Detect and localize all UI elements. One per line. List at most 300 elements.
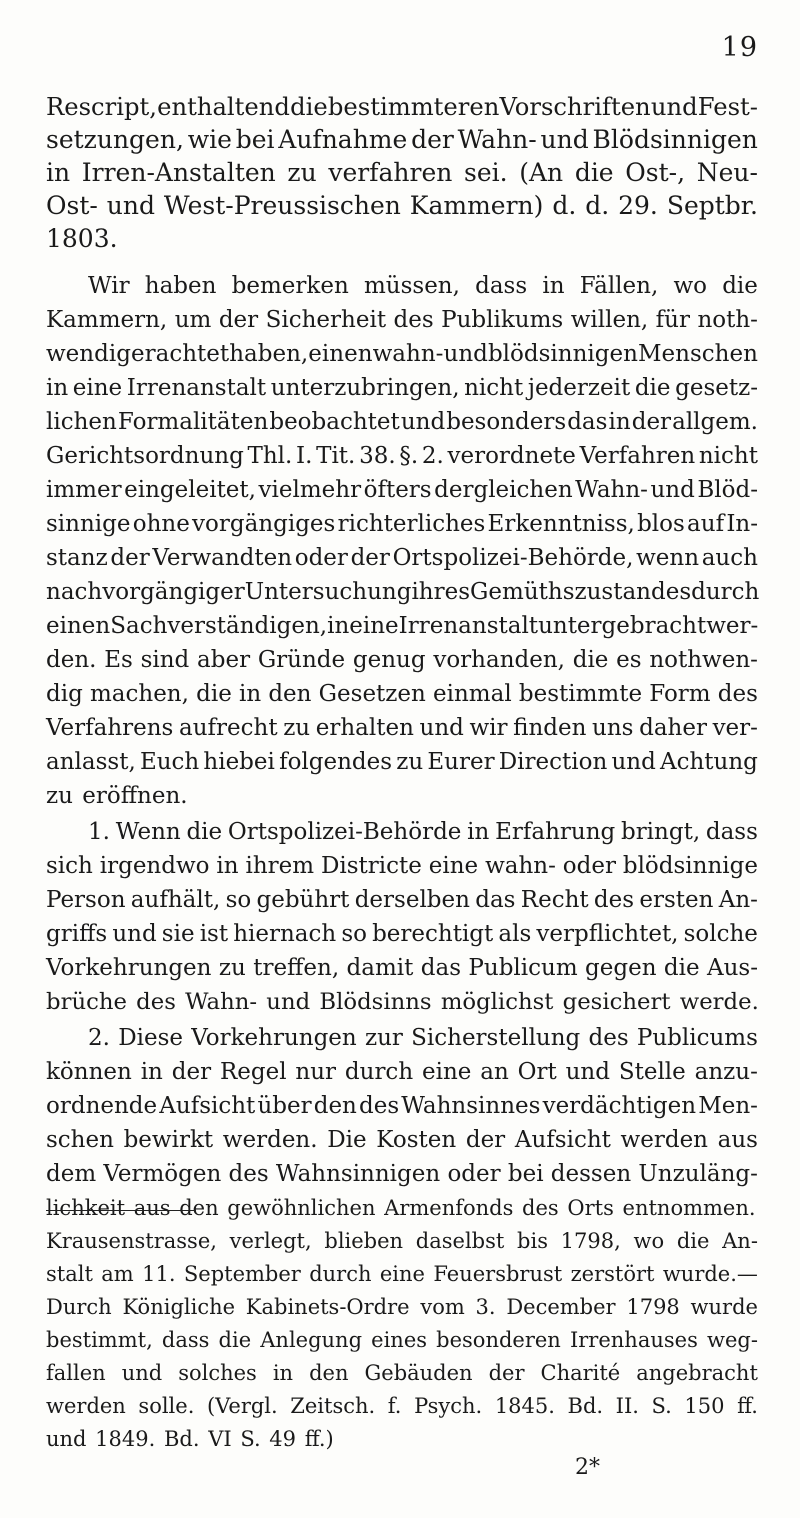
word: Es: [104, 647, 133, 673]
word: Neu-: [696, 158, 758, 187]
word: d.: [552, 191, 577, 220]
word: Achtung: [659, 749, 758, 775]
word: in: [327, 613, 350, 639]
word: werden: [46, 1394, 126, 1418]
word: der: [350, 545, 390, 571]
word: des: [359, 1093, 400, 1119]
word: Untersuchung: [244, 579, 412, 605]
word: 1845.: [494, 1394, 555, 1418]
word: in: [272, 1361, 294, 1385]
word: in: [238, 681, 262, 707]
word: so: [341, 921, 367, 947]
word: haben: [144, 273, 217, 299]
word: und: [106, 191, 155, 220]
word: 1.: [88, 819, 110, 845]
word: September: [183, 1262, 301, 1286]
word: enthaltend: [157, 92, 290, 121]
word: bestimmt,: [46, 1328, 153, 1352]
word: sei.: [464, 158, 508, 187]
word: bestimmte: [518, 681, 643, 707]
word: vom: [420, 1295, 465, 1319]
text-line: [46, 917, 758, 951]
word: an: [480, 1059, 509, 1085]
text-line: [46, 1157, 758, 1191]
word: nur: [295, 1059, 337, 1085]
word: erhalten: [315, 715, 414, 741]
word: in: [608, 409, 631, 435]
word: Aufsicht: [159, 1093, 256, 1119]
text-line: [46, 405, 758, 439]
word: einen: [46, 613, 111, 639]
word: einmal: [433, 681, 512, 707]
paragraph-intro: [46, 269, 758, 813]
word: irgendwo: [99, 853, 210, 879]
word: Gebäuden: [364, 1361, 473, 1385]
word: verordnete: [447, 443, 576, 469]
word: Feuersbrust: [433, 1262, 563, 1286]
word: und: [121, 1361, 163, 1385]
word: die: [574, 158, 614, 187]
text-line: [46, 849, 758, 883]
word: Durch: [46, 1295, 112, 1319]
word: verdächtigen: [542, 1093, 697, 1119]
page-number: 19: [721, 32, 758, 63]
footnote: [46, 1225, 758, 1456]
word: vorhanden,: [433, 647, 565, 673]
word: eine: [428, 853, 479, 879]
word: derselben: [354, 887, 470, 913]
word: sinnige: [46, 511, 131, 537]
text-line: [46, 575, 758, 609]
word: den: [309, 1361, 349, 1385]
word: Ortspolizei-Behörde,: [392, 545, 634, 571]
word: dass: [161, 1328, 210, 1352]
word: Men-: [698, 1093, 758, 1119]
word: und: [650, 477, 695, 503]
word: 38.: [359, 443, 396, 469]
word: aus: [717, 1127, 758, 1153]
word: Regel: [219, 1059, 287, 1085]
word: des: [228, 1161, 269, 1187]
word: berechtigt: [372, 921, 494, 947]
word: und: [565, 1059, 610, 1085]
word: oder: [562, 853, 616, 879]
text-line: [46, 439, 758, 473]
word: blödsinnige: [622, 853, 758, 879]
word: den: [268, 681, 312, 707]
word: Ortspolizei-Behörde: [227, 819, 462, 845]
word: (Vergl.: [206, 1394, 278, 1418]
footnote-line: [46, 1225, 758, 1258]
word: zerstört: [570, 1262, 655, 1286]
word: dergleichen: [434, 477, 573, 503]
word: noth-: [697, 307, 758, 333]
word: Wir: [88, 273, 130, 299]
word: Aus-: [707, 955, 758, 981]
word: I.: [296, 443, 313, 469]
word: wenn: [636, 545, 700, 571]
word: gegen: [585, 955, 657, 981]
word: Wahn-: [575, 477, 648, 503]
word: wahn-: [372, 341, 444, 367]
word: In-: [726, 511, 758, 537]
word: Gesetzen: [318, 681, 426, 707]
word: Unzuläng-: [638, 1161, 758, 1187]
word: d.: [585, 191, 610, 220]
word: des: [393, 307, 434, 333]
word: vielmehr: [258, 477, 362, 503]
word: besonders: [446, 409, 567, 435]
word: daher: [639, 715, 707, 741]
word: dass: [475, 273, 528, 299]
word: werden.: [222, 1127, 318, 1153]
word: so: [225, 887, 252, 913]
word: Blöd-: [697, 477, 758, 503]
word: das: [567, 409, 608, 435]
word: Blödsinnigen: [592, 125, 758, 154]
word: Krausenstrasse,: [46, 1229, 217, 1253]
word: S.: [651, 1394, 672, 1418]
word: dessen: [550, 1161, 632, 1187]
word: Menschen: [638, 341, 758, 367]
word: besonderen: [436, 1328, 561, 1352]
word: fallen: [46, 1361, 106, 1385]
word: haben,: [229, 341, 309, 367]
word: Königliche: [122, 1295, 236, 1319]
word: verfahren: [328, 158, 453, 187]
word: untergebracht: [538, 613, 707, 639]
word: willen,: [570, 307, 649, 333]
word: Publicums: [636, 1025, 758, 1051]
text-line: [46, 1055, 758, 1089]
word: Thl.: [247, 443, 293, 469]
word: in: [46, 158, 71, 187]
word: bestimmteren: [327, 92, 500, 121]
word: II.: [615, 1394, 639, 1418]
word: anzu-: [694, 1059, 758, 1085]
word: griffs: [46, 921, 108, 947]
word: Gründe: [257, 647, 346, 673]
word: Ost-,: [625, 158, 686, 187]
text-line: [46, 745, 758, 779]
text-line: [46, 609, 758, 643]
word: setzungen,: [46, 125, 184, 154]
word: Eurer: [427, 749, 495, 775]
word: aber: [197, 647, 251, 673]
word: dass: [705, 819, 758, 845]
word: der: [465, 1127, 506, 1153]
word: solle.: [138, 1394, 195, 1418]
word: Verfahren: [579, 443, 696, 469]
word: Aufnahme: [278, 125, 408, 154]
word: genug: [352, 647, 426, 673]
word: Irrenhauses: [569, 1328, 698, 1352]
word: stalt: [46, 1262, 93, 1286]
word: 11.: [142, 1262, 176, 1286]
word: Bd.: [567, 1394, 604, 1418]
text-line: [46, 371, 758, 405]
word: den.: [46, 647, 97, 673]
word: zu: [396, 749, 424, 775]
word: eines: [371, 1328, 428, 1352]
word: in: [542, 273, 565, 299]
word: die: [196, 681, 232, 707]
word: Verwandten: [152, 545, 293, 571]
text-line: [46, 1123, 758, 1157]
word: Districte: [320, 853, 422, 879]
word: Verfahrens: [46, 715, 174, 741]
word: Kosten: [376, 1127, 457, 1153]
text-line: [46, 269, 758, 303]
word: in: [46, 375, 69, 401]
word: zu: [283, 715, 311, 741]
word: Erkenntniss,: [487, 511, 635, 537]
word: des: [593, 887, 635, 913]
text-line: [46, 1021, 758, 1055]
word: der: [171, 1059, 212, 1085]
word: die: [572, 647, 609, 673]
word: Wahn-: [457, 125, 537, 154]
word: bei: [507, 1161, 544, 1187]
word: auf: [687, 511, 725, 537]
word: ihrem: [245, 853, 315, 879]
word: am: [101, 1262, 134, 1286]
word: erachtet: [131, 341, 230, 367]
word: solche: [683, 921, 758, 947]
word: die: [676, 1229, 710, 1253]
word: Ost-: [46, 191, 98, 220]
word: und: [650, 92, 698, 121]
word: Vorkehrungen: [46, 955, 212, 981]
word: Stelle: [618, 1059, 686, 1085]
text-line: [46, 711, 758, 745]
word: allgem.: [672, 409, 758, 435]
word: Direction: [498, 749, 608, 775]
word: können: [46, 1059, 132, 1085]
word: jederzeit: [527, 375, 631, 401]
word: die: [186, 819, 223, 845]
word: in: [216, 853, 239, 879]
word: Sachverständigen,: [110, 613, 328, 639]
word: 2.: [88, 1025, 110, 1051]
word: Ort: [517, 1059, 557, 1085]
word: beobachtet: [269, 409, 400, 435]
text-line: [46, 1089, 758, 1123]
signature-mark: 2*: [575, 1455, 600, 1480]
word: Publikums: [441, 307, 564, 333]
word: ohne: [132, 511, 190, 537]
word: Fest-: [697, 92, 758, 121]
word: und: [419, 715, 464, 741]
word: blos: [637, 511, 685, 537]
word: Fällen,: [579, 273, 659, 299]
word: zu: [218, 955, 246, 981]
word: für: [655, 307, 690, 333]
word: durch: [691, 579, 760, 605]
word: gebührt: [256, 887, 350, 913]
word: dig: [46, 681, 83, 707]
word: eine: [72, 375, 123, 401]
word: Wahnsinnigen: [275, 1161, 441, 1187]
footnote-line: [46, 1390, 758, 1423]
word: Psych.: [414, 1394, 483, 1418]
word: durch: [344, 1059, 414, 1085]
main-text: [46, 90, 758, 1225]
word: Person: [46, 887, 126, 913]
word: des: [717, 681, 758, 707]
footnote-divider: [46, 1210, 196, 1211]
word: machen,: [89, 681, 189, 707]
word: vorgängiges: [192, 511, 336, 537]
text-line: zu eröffnen.: [46, 783, 188, 809]
word: ist: [199, 921, 229, 947]
word: §.: [399, 443, 419, 469]
word: oder: [294, 545, 348, 571]
word: unterzubringen,: [270, 375, 460, 401]
text-line: [46, 541, 758, 575]
text-line: [46, 473, 758, 507]
word: eine: [379, 1262, 425, 1286]
word: 150: [684, 1394, 725, 1418]
word: des: [588, 1025, 629, 1051]
word: Irren-Anstalten: [81, 158, 276, 187]
word: verlegt,: [229, 1229, 312, 1253]
word: Publicum: [468, 955, 578, 981]
text-line: [46, 303, 758, 337]
word: blödsinnigen: [487, 341, 638, 367]
footnote-line: und 1849. Bd. VI S. 49 ff.): [46, 1427, 334, 1451]
word: solches: [178, 1361, 257, 1385]
word: uns: [592, 715, 634, 741]
word: aufhält,: [130, 887, 221, 913]
paragraph-point-1: [46, 815, 758, 1019]
word: Recht: [520, 887, 589, 913]
heading-line: [46, 90, 758, 123]
word: Kammern): [409, 191, 544, 220]
word: stanz: [46, 545, 108, 571]
text-line: [46, 507, 758, 541]
heading-line: [46, 156, 758, 189]
word: der: [110, 545, 150, 571]
word: richterliches: [337, 511, 486, 537]
word: das: [420, 955, 462, 981]
word: Euch: [139, 749, 200, 775]
word: Erfahrung: [495, 819, 616, 845]
word: Gemüthszustandes: [470, 579, 692, 605]
word: damit: [346, 955, 414, 981]
word: f.: [387, 1394, 402, 1418]
word: eingeleitet,: [124, 477, 256, 503]
heading-line: [46, 189, 758, 222]
word: Irrenanstalt: [398, 613, 539, 639]
word: wo: [673, 273, 708, 299]
word: die: [722, 273, 758, 299]
word: sind: [140, 647, 190, 673]
word: öfters: [363, 477, 432, 503]
word: und: [540, 125, 589, 154]
text-line: [46, 815, 758, 849]
word: in: [467, 819, 490, 845]
word: wir: [469, 715, 508, 741]
word: nicht: [464, 375, 524, 401]
word: wahn-: [485, 853, 556, 879]
word: ordnende: [46, 1093, 158, 1119]
word: dem: [46, 1161, 97, 1187]
word: der: [488, 1361, 525, 1385]
word: weg-: [706, 1328, 758, 1352]
word: das: [475, 887, 516, 913]
word: zur: [364, 1025, 403, 1051]
word: vorgängiger: [102, 579, 245, 605]
word: Anlegung: [260, 1328, 363, 1352]
word: Kabinets-Ordre: [245, 1295, 410, 1319]
word: Charité: [540, 1361, 621, 1385]
text-line: [46, 643, 758, 677]
heading-line: 1803.: [46, 224, 118, 253]
word: die: [218, 1328, 252, 1352]
word: verpflichtet,: [536, 921, 679, 947]
word: Wahnsinnes: [401, 1093, 541, 1119]
word: wendig: [46, 341, 131, 367]
word: Tit.: [316, 443, 356, 469]
word: müssen,: [363, 273, 460, 299]
word: schen: [46, 1127, 114, 1153]
word: wie: [187, 125, 232, 154]
word: werden: [620, 1127, 708, 1153]
word: Irrenanstalt: [126, 375, 267, 401]
word: eine: [349, 613, 399, 639]
word: immer: [46, 477, 122, 503]
word: eine: [422, 1059, 472, 1085]
word: wer-: [706, 613, 759, 639]
text-line: lichkeit aus den gewöhnlichen Armenfonds des Orts entnommen.: [46, 1196, 756, 1220]
word: über: [257, 1093, 312, 1119]
word: ersten: [639, 887, 714, 913]
word: bemerken: [231, 273, 349, 299]
word: oder: [447, 1161, 501, 1187]
footnote-line: [46, 1258, 758, 1291]
word: Diese: [118, 1025, 184, 1051]
word: nach: [46, 579, 103, 605]
word: bei: [235, 125, 275, 154]
word: einen: [308, 341, 373, 367]
word: bringt,: [620, 819, 701, 845]
word: finden: [513, 715, 587, 741]
word: Septbr.: [666, 191, 758, 220]
word: folgendes: [279, 749, 393, 775]
word: daselbst: [415, 1229, 505, 1253]
word: wo: [633, 1229, 665, 1253]
word: um: [174, 307, 212, 333]
word: sie: [161, 921, 195, 947]
word: durch: [309, 1262, 372, 1286]
text-line: [46, 951, 758, 985]
text-line: [46, 337, 758, 371]
footnote-line: [46, 1357, 758, 1390]
word: West-Preussischen: [163, 191, 401, 220]
word: Formalitäten: [117, 409, 269, 435]
word: und: [112, 921, 157, 947]
text-line: [46, 677, 758, 711]
word: treffen,: [253, 955, 340, 981]
word: Wenn: [115, 819, 181, 845]
word: hiebei: [203, 749, 275, 775]
word: nicht: [698, 443, 758, 469]
word: in: [140, 1059, 163, 1085]
word: 1798,: [560, 1229, 621, 1253]
paragraph-point-2: [46, 1021, 758, 1225]
word: Kammern,: [46, 307, 168, 333]
